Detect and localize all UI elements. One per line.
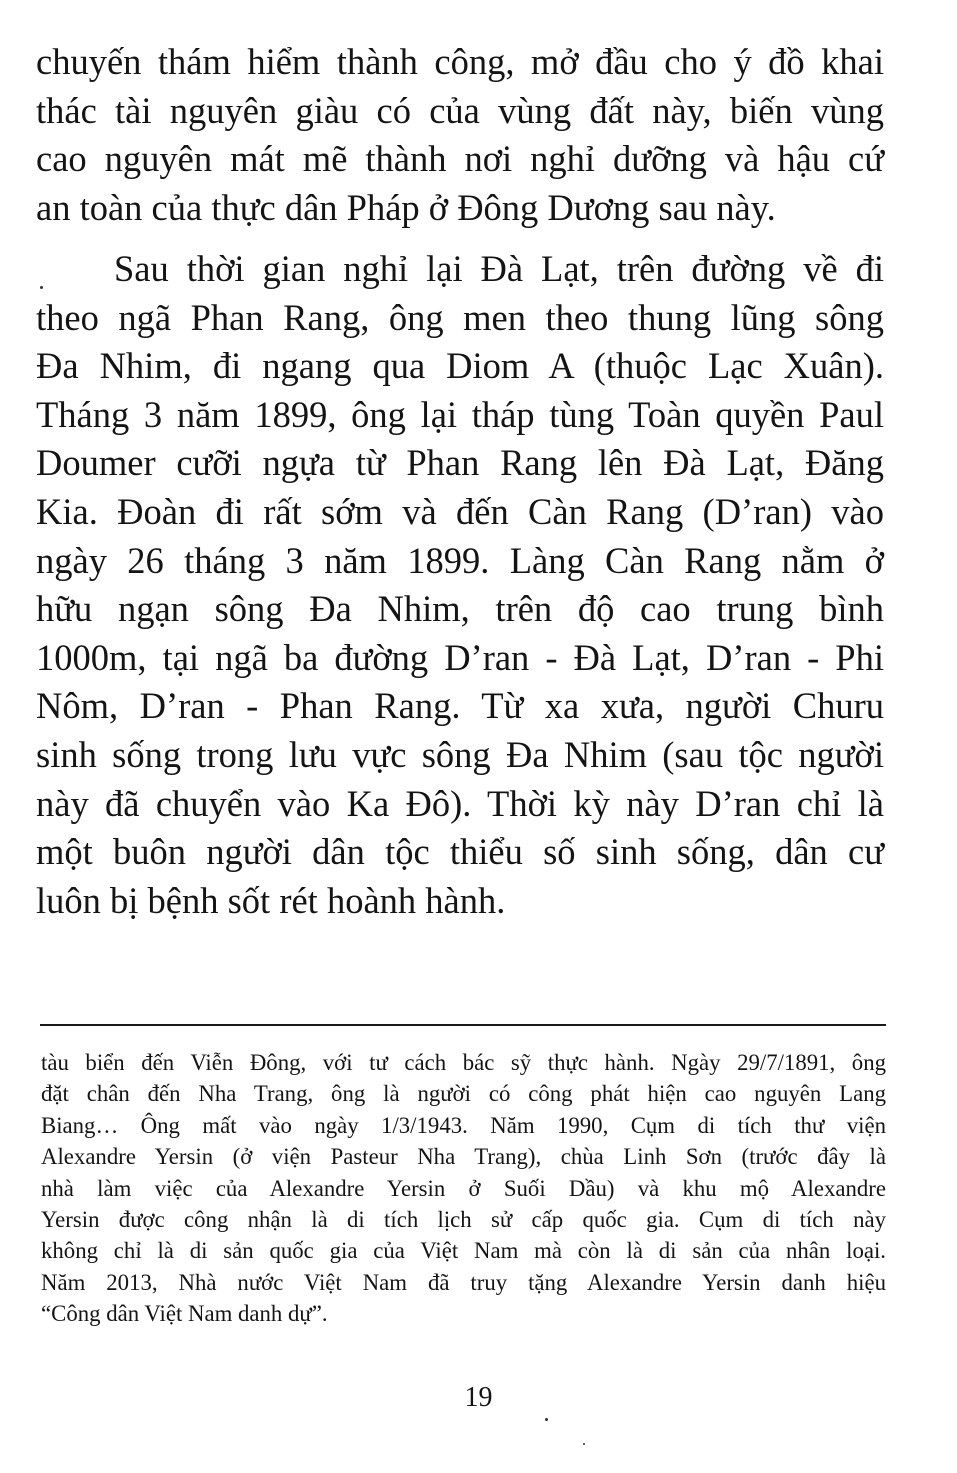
- scan-speck: [583, 1443, 585, 1445]
- footnote-line: nhà làm việc của Alexandre Yersin ở Suối Dầu) và khu mộ Alexandre: [41, 1175, 886, 1201]
- paragraph-line: thác tài nguyên giàu có của vùng đất này, biến vùng: [36, 89, 884, 131]
- paragraph-line: Doumer cưỡi ngựa từ Phan Rang lên Đà Lạt, Đăng: [36, 442, 884, 484]
- page-number: 19: [464, 1382, 493, 1413]
- scan-speck: [545, 1418, 548, 1421]
- paragraph-line: cao nguyên mát mẽ thành nơi nghỉ dưỡng và hậu cứ: [36, 138, 884, 180]
- paragraph-line: 1000m, tại ngã ba đường D’ran - Đà Lạt, D’ran - Phi: [36, 636, 884, 678]
- paragraph-line: một buôn người dân tộc thiểu số sinh sống, dân cư: [36, 831, 884, 873]
- paragraph-line: luôn bị bệnh sốt rét hoành hành.: [36, 879, 506, 921]
- paragraph-line: sinh sống trong lưu vực sông Đa Nhim (sau tộc người: [36, 733, 884, 775]
- paragraph-line: chuyến thám hiểm thành công, mở đầu cho ý đồ khai: [36, 41, 884, 82]
- paragraph-line: Sau thời gian nghỉ lại Đà Lạt, trên đường về đi: [114, 248, 884, 289]
- scan-speck: [40, 286, 43, 289]
- footnote-line: Năm 2013, Nhà nước Việt Nam đã truy tặng Alexandre Yersin danh hiệu: [41, 1269, 886, 1295]
- footnote-line: không chỉ là di sản quốc gia của Việt Nam mà còn là di sản của nhân loại.: [41, 1238, 886, 1264]
- paragraph-1: [36, 38, 884, 232]
- footnote-line: Yersin được công nhận là di tích lịch sử cấp quốc gia. Cụm di tích này: [41, 1206, 886, 1232]
- paragraph-line: an toàn của thực dân Pháp ở Đông Dương sau này.: [36, 186, 776, 228]
- paragraph-line: này đã chuyển vào Ka Đô). Thời kỳ này D’ran chỉ là: [36, 782, 884, 824]
- paragraph-2: [36, 245, 884, 925]
- footnote-line: Alexandre Yersin (ở viện Pasteur Nha Trang), chùa Linh Sơn (trước đây là: [41, 1144, 886, 1170]
- footnote: [41, 1047, 886, 1330]
- footnote-line: “Công dân Việt Nam danh dự”.: [41, 1301, 328, 1327]
- paragraph-line: hữu ngạn sông Đa Nhim, trên độ cao trung bình: [36, 588, 884, 630]
- paragraph-line: Tháng 3 năm 1899, ông lại tháp tùng Toàn quyền Paul: [36, 393, 884, 435]
- paragraph-line: theo ngã Phan Rang, ông men theo thung lũng sông: [36, 296, 884, 338]
- paragraph-line: Nôm, D’ran - Phan Rang. Từ xa xưa, người Churu: [36, 685, 884, 727]
- footnote-line: đặt chân đến Nha Trang, ông là người có công phát hiện cao nguyên Lang: [41, 1081, 886, 1107]
- paragraph-line: ngày 26 tháng 3 năm 1899. Làng Càn Rang nằm ở: [36, 539, 884, 581]
- paragraph-line: Kia. Đoàn đi rất sớm và đến Càn Rang (D’ran) vào: [36, 490, 884, 532]
- footnote-line: Biang… Ông mất vào ngày 1/3/1943. Năm 1990, Cụm di tích thư viện: [41, 1112, 886, 1138]
- footnote-line: tàu biển đến Viễn Đông, với tư cách bác sỹ thực hành. Ngày 29/7/1891, ông: [41, 1050, 886, 1075]
- paragraph-line: Đa Nhim, đi ngang qua Diom A (thuộc Lạc Xuân).: [36, 345, 884, 387]
- footnote-divider: [40, 1024, 886, 1026]
